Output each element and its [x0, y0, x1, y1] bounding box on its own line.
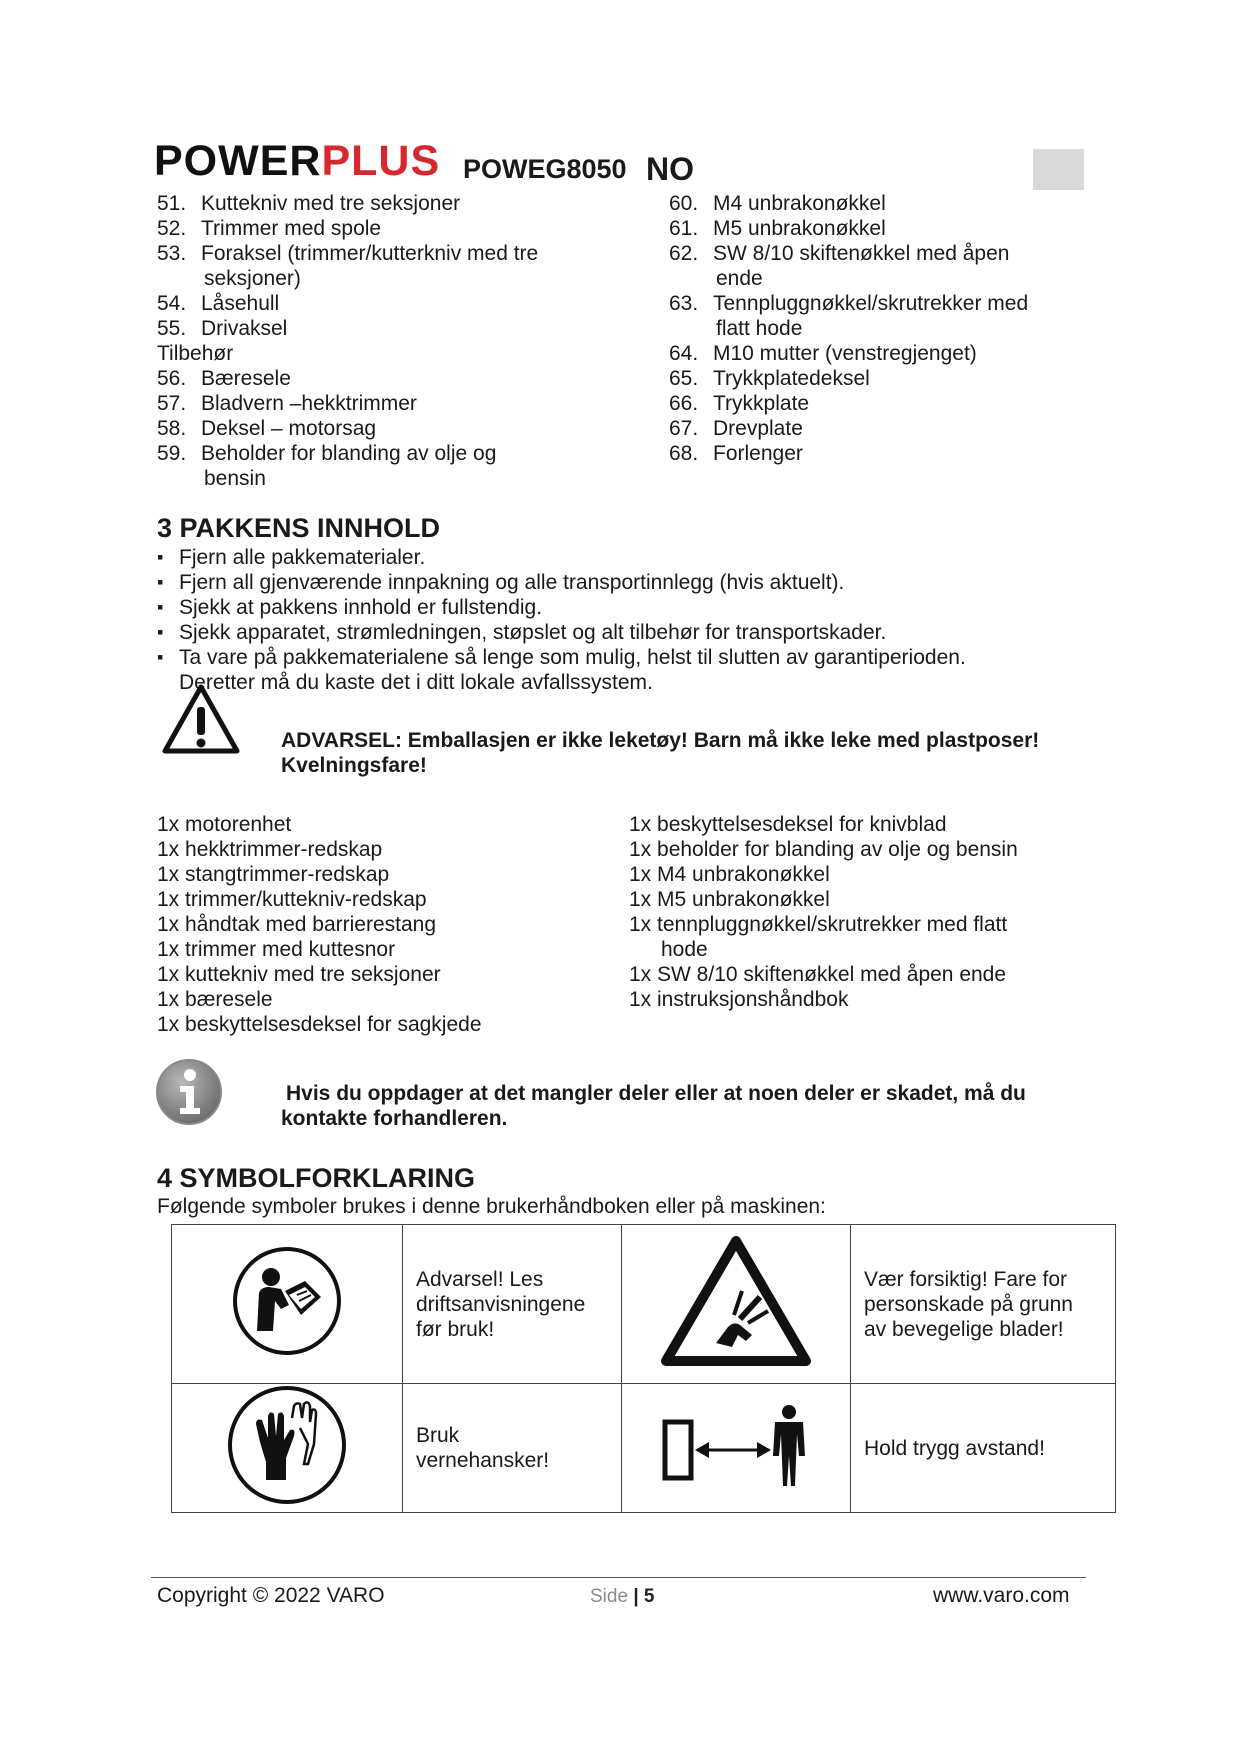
accessories-label: Tilbehør [157, 342, 234, 365]
safe-distance-icon [661, 1400, 811, 1490]
parts-list-left [157, 191, 538, 491]
contents-list-left [157, 812, 482, 1037]
table-cell: Vær forsiktig! Fare for personskade på grunn av bevegelige blader! [851, 1225, 1116, 1384]
symbol-table [171, 1224, 1116, 1513]
list-item-continuation: hode [661, 938, 708, 961]
table-row [172, 1225, 1116, 1384]
list-item-continuation: ende [716, 267, 763, 290]
list-item: 62. SW 8/10 skiftenøkkel med åpen [669, 242, 1010, 265]
list-item: ▪ Fjern alle pakkematerialer. [157, 545, 966, 570]
list-item: 66. Trykkplate [669, 392, 810, 415]
list-item-continuation: flatt hode [716, 317, 803, 340]
info-text: Hvis du oppdager at det mangler deler eller at noen deler er skadet, må du kontakte forhandleren. [281, 1082, 1026, 1130]
brand-logo [154, 137, 441, 185]
table-cell [622, 1225, 851, 1384]
copyright: Copyright © 2022 VARO [157, 1584, 385, 1607]
list-item: 60. M4 unbrakonøkkel [669, 192, 886, 215]
list-item: ▪ Sjekk apparatet, strømledningen, støpslet og alt tilbehør for transportskader. [157, 620, 966, 645]
list-item: 1x instruksjonshåndbok [629, 988, 849, 1011]
list-item: 1x kuttekniv med tre seksjoner [157, 963, 441, 986]
list-item: 1x motorenhet [157, 813, 292, 836]
list-item: 58. Deksel – motorsag [157, 417, 377, 440]
read-manual-icon [231, 1245, 343, 1357]
info-icon [154, 1057, 224, 1127]
gloves-icon [226, 1384, 348, 1506]
header-grey-box [1033, 149, 1084, 190]
list-item: 61. M5 unbrakonøkkel [669, 217, 886, 240]
contents-list-right [629, 812, 1018, 1012]
list-item: 1x håndtak med barrierestang [157, 913, 436, 936]
list-item: 53. Foraksel (trimmer/kutterkniv med tre [157, 242, 539, 265]
language-code: NO [646, 151, 694, 187]
list-item: ▪ Fjern all gjenværende innpakning og alle transportinnlegg (hvis aktuelt). [157, 570, 966, 595]
parts-list-right [669, 191, 1028, 466]
brand-power: POWER [154, 137, 322, 185]
list-item: 65. Trykkplatedeksel [669, 367, 870, 390]
section-4-intro: Følgende symboler brukes i denne brukerhåndboken eller på maskinen: [157, 1195, 826, 1218]
bullet-continuation: Deretter må du kaste det i ditt lokale avfallssystem. [179, 671, 653, 694]
section-4-heading: 4 SYMBOLFORKLARING [157, 1163, 476, 1193]
moving-blades-warning-icon [656, 1231, 816, 1371]
list-item: 1x M5 unbrakonøkkel [629, 888, 830, 911]
list-item: 68. Forlenger [669, 442, 803, 465]
list-item: 59. Beholder for blanding av olje og [157, 442, 497, 465]
list-item: 1x stangtrimmer-redskap [157, 863, 390, 886]
list-item: 1x M4 unbrakonøkkel [629, 863, 830, 886]
list-item: 1x trimmer med kuttesnor [157, 938, 396, 961]
footer-divider [151, 1577, 1086, 1578]
list-item: 1x beholder for blanding av olje og bensin [629, 838, 1018, 861]
table-cell [172, 1384, 403, 1513]
list-item: 1x SW 8/10 skiftenøkkel med åpen ende [629, 963, 1007, 986]
list-item: 64. M10 mutter (venstregjenget) [669, 342, 977, 365]
table-cell: Advarsel! Les driftsanvisningene før bruk! [403, 1225, 622, 1384]
list-item-continuation: bensin [204, 467, 266, 490]
list-item: 54. Låsehull [157, 292, 280, 315]
list-item: 56. Bæresele [157, 367, 291, 390]
brand-plus: PLUS [321, 137, 441, 185]
table-cell [622, 1384, 851, 1513]
table-cell: Bruk vernehansker! [403, 1384, 622, 1513]
list-item: 1x trimmer/kuttekniv-redskap [157, 888, 427, 911]
list-item: 1x tennpluggnøkkel/skrutrekker med flatt [629, 913, 1008, 936]
list-item: 67. Drevplate [669, 417, 803, 440]
section-3-heading: 3 PAKKENS INNHOLD [157, 513, 441, 543]
list-item: 1x bæresele [157, 988, 273, 1011]
list-item: 1x beskyttelsesdeksel for sagkjede [157, 1013, 482, 1036]
list-item-continuation: seksjoner) [204, 267, 301, 290]
list-item: ▪ Sjekk at pakkens innhold er fullstendig. [157, 595, 966, 620]
warning-text: ADVARSEL: Emballasjen er ikke leketøy! Barn må ikke leke med plastposer! Kvelningsfare! [281, 729, 1040, 777]
list-item: ▪ Ta vare på pakkematerialene så lenge som mulig, helst til slutten av garantiperioden. [157, 645, 966, 670]
table-cell: Hold trygg avstand! [851, 1384, 1116, 1513]
list-item: 52. Trimmer med spole [157, 217, 382, 240]
page-number: Side | 5 [590, 1586, 655, 1607]
list-item: 57. Bladvern –hekktrimmer [157, 392, 417, 415]
table-cell [172, 1225, 403, 1384]
list-item: 1x hekktrimmer-redskap [157, 838, 383, 861]
section-3-bullets [157, 545, 966, 670]
list-item: 1x beskyttelsesdeksel for knivblad [629, 813, 947, 836]
list-item: 63. Tennpluggnøkkel/skrutrekker med [669, 292, 1029, 315]
warning-triangle-icon [161, 683, 241, 755]
website-link[interactable]: www.varo.com [933, 1584, 1070, 1607]
model-number: POWEG8050 [463, 154, 627, 184]
list-item: 51. Kuttekniv med tre seksjoner [157, 192, 461, 215]
list-item: 55. Drivaksel [157, 317, 288, 340]
table-row [172, 1384, 1116, 1513]
